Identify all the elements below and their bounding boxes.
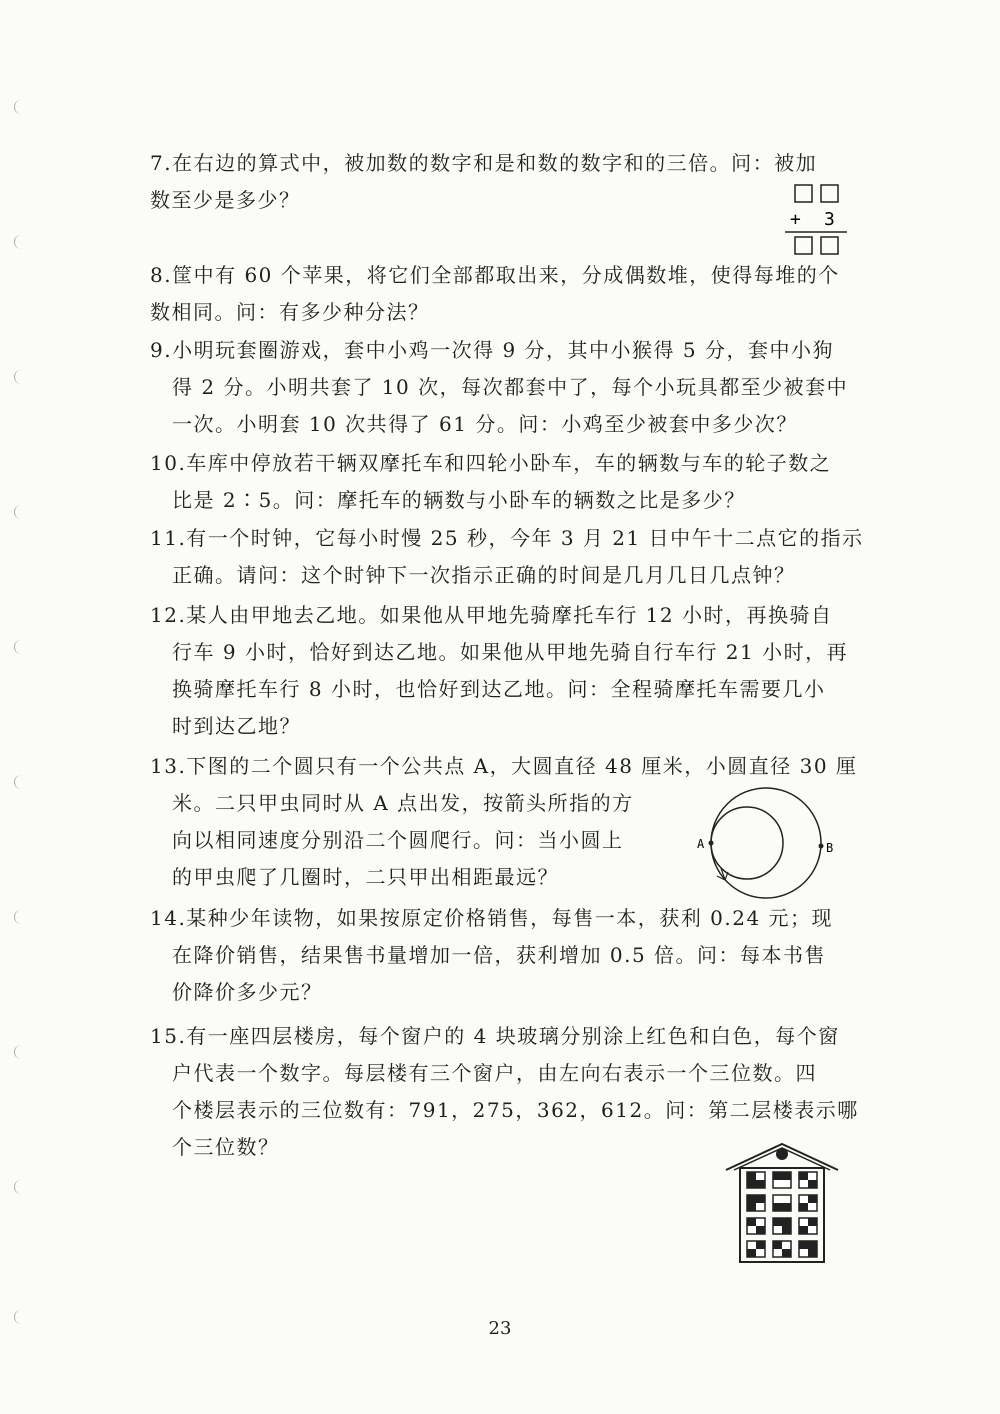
point-a — [709, 841, 714, 846]
floor-2 — [747, 1218, 817, 1234]
question-line: 13.下图的二个圆只有一个公共点 A，大圆直径 48 厘米，小圆直径 30 厘 — [150, 754, 858, 778]
question-line: 米。二只甲虫同时从 A 点出发，按箭头所指的方 — [172, 791, 634, 815]
question-line: 个楼层表示的三位数有：791，275，362，612。问：第二层楼表示哪 — [172, 1098, 859, 1122]
question-14 — [150, 900, 833, 1011]
question-7 — [150, 145, 850, 219]
large-circle — [711, 788, 821, 898]
question-line: 向以相同速度分别沿二个圆爬行。问：当小圆上 — [172, 828, 624, 852]
question-11 — [150, 520, 864, 594]
floor-4 — [747, 1172, 817, 1188]
question-line: 户代表一个数字。每层楼有三个窗户，由左向右表示一个三位数。四 — [172, 1061, 817, 1085]
point-b — [819, 844, 824, 849]
circles-figure — [695, 780, 855, 910]
small-circle — [711, 807, 783, 879]
binder-mark — [14, 100, 23, 114]
question-line: 8.筐中有 60 个苹果，将它们全部都取出来，分成偶数堆，使得每堆的个 — [150, 263, 840, 287]
binder-mark — [14, 1180, 23, 1194]
building-figure — [722, 1140, 842, 1265]
question-line: 正确。请问：这个时钟下一次指示正确的时间是几月几日几点钟？ — [172, 563, 796, 587]
binder-mark — [14, 640, 23, 654]
question-line: 9.小明玩套圈游戏，套中小鸡一次得 9 分，其中小猴得 5 分，套中小狗 — [150, 338, 834, 362]
question-line: 数相同。问：有多少种分法？ — [150, 300, 430, 324]
question-line: 一次。小明套 10 次共得了 61 分。问：小鸡至少被套中多少次？ — [172, 412, 798, 436]
addition-figure — [785, 182, 855, 257]
question-line: 14.某种少年读物，如果按原定价格销售，每售一本，获利 0.24 元；现 — [150, 906, 834, 930]
addend-digit: 3 — [824, 209, 835, 230]
binder-mark — [14, 1045, 23, 1059]
windows — [747, 1172, 817, 1257]
question-line: 换骑摩托车行 8 小时，也恰好到达乙地。问：全程骑摩托车需要几小 — [172, 677, 826, 701]
digit-box — [821, 237, 838, 254]
binder-mark — [14, 235, 23, 249]
question-line: 12.某人由甲地去乙地。如果他从甲地先骑摩托车行 12 小时，再换骑自 — [150, 603, 833, 627]
label-b: B — [826, 841, 834, 855]
question-9 — [150, 332, 848, 443]
question-12 — [150, 597, 848, 745]
question-line: 的甲虫爬了几圈时，二只甲出相距最远？ — [172, 865, 559, 889]
floor-1 — [747, 1241, 817, 1257]
plus-sign: + — [790, 209, 801, 230]
question-line: 得 2 分。小明共套了 10 次，每次都套中了，每个小玩具都至少被套中 — [172, 375, 849, 399]
question-line: 10.车库中停放若干辆双摩托车和四轮小卧车，车的辆数与车的轮子数之 — [150, 451, 832, 475]
floor-3 — [747, 1195, 817, 1211]
label-a: A — [697, 837, 705, 851]
question-line: 价降价多少元？ — [172, 980, 323, 1004]
question-8 — [150, 257, 840, 331]
question-line: 个三位数？ — [172, 1135, 280, 1159]
question-line: 数至少是多少？ — [150, 188, 301, 212]
binder-mark — [14, 505, 23, 519]
question-line: 行车 9 小时，恰好到达乙地。如果他从甲地先骑自行车行 21 小时，再 — [172, 640, 849, 664]
digit-box — [795, 185, 812, 202]
binder-mark — [14, 775, 23, 789]
question-line: 时到达乙地？ — [172, 714, 301, 738]
question-line: 15.有一座四层楼房，每个窗户的 4 块玻璃分别涂上红色和白色，每个窗 — [150, 1024, 840, 1048]
page-number: 23 — [488, 1318, 512, 1339]
question-line: 11.有一个时钟，它每小时慢 25 秒，今年 3 月 21 日中午十二点它的指示 — [150, 526, 864, 550]
digit-box — [795, 237, 812, 254]
binder-mark — [14, 370, 23, 384]
roof-window — [776, 1148, 788, 1160]
binder-mark — [14, 910, 23, 924]
question-line: 7.在右边的算式中，被加数的数字和是和数的数字和的三倍。问：被加 — [150, 151, 818, 175]
question-line: 比是 2∶5。问：摩托车的辆数与小卧车的辆数之比是多少？ — [172, 488, 746, 512]
digit-box — [821, 185, 838, 202]
question-10 — [150, 445, 831, 519]
question-line: 在降价销售，结果售书量增加一倍，获利增加 0.5 倍。问：每本书售 — [172, 943, 827, 967]
